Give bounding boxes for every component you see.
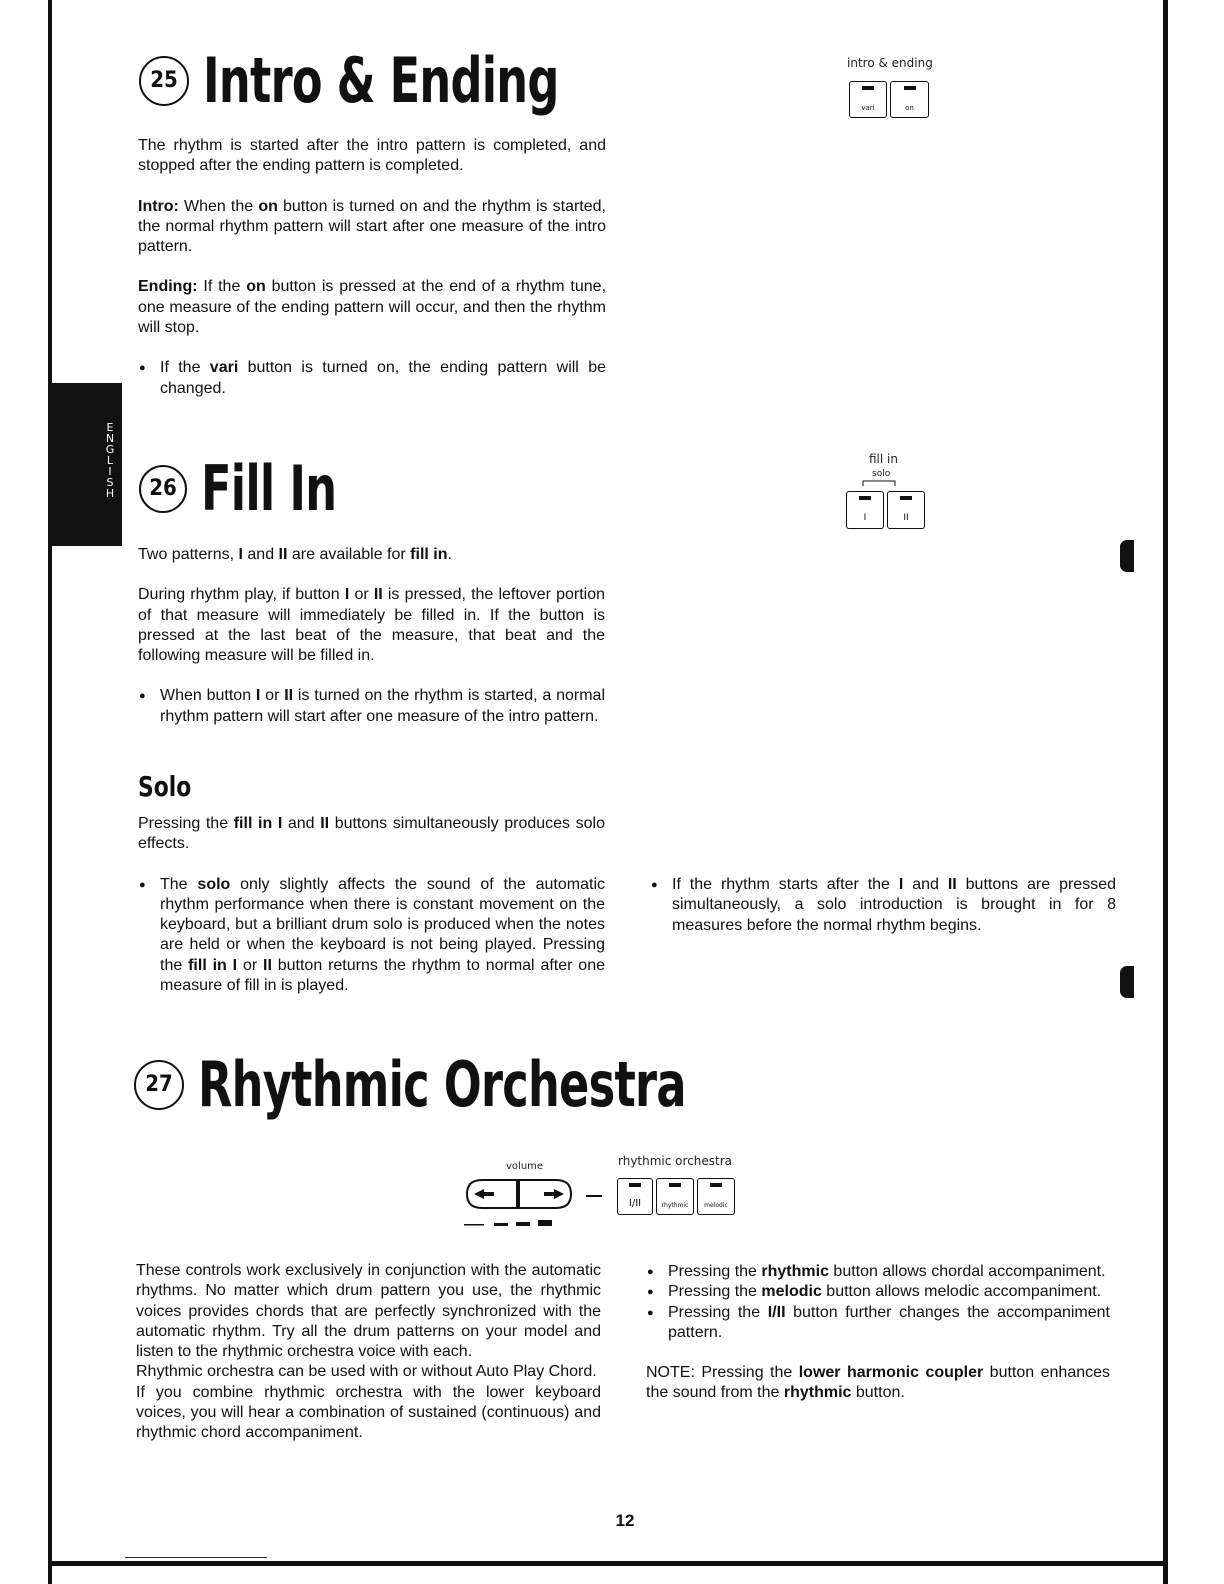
fill-in-II-button[interactable]: II xyxy=(887,491,925,529)
rhythmic-orchestra-label: rhythmic orchestra xyxy=(618,1154,733,1168)
paragraph: Two patterns, I and II are available for fill in. xyxy=(138,546,452,563)
volume-label: volume xyxy=(506,1161,544,1172)
volume-down-icon xyxy=(474,1189,484,1199)
connector-dash xyxy=(586,1195,602,1197)
section-title: Intro & Ending xyxy=(203,44,559,117)
page-notch xyxy=(1120,540,1134,572)
section-27-heading xyxy=(134,1048,875,1121)
bullet-item: ● When button I or II is turned on the rhythm is started, a normal rhythm pattern will start after one measure of the intro pattern. xyxy=(138,686,605,727)
volume-rocker[interactable] xyxy=(464,1178,574,1234)
paragraph: Rhythmic orchestra can be used with or without Auto Play Chord. xyxy=(136,1363,597,1381)
paragraph: Pressing the fill in I and II buttons simultaneously produces solo effects. xyxy=(138,815,605,853)
paragraph: These controls work exclusively in conjunction with the automatic rhythms. No matter which drum pattern you use, the rhythmic voices provides chords that are perfectly synchronized with the automatic rhythm. Try all the drum patterns on your model and listen to the rhythmic orchestra voice with each. xyxy=(136,1262,601,1361)
rhythmic-button[interactable]: rhythmic xyxy=(656,1178,694,1215)
bullet-item: ● Pressing the I/II button further changes the accompaniment pattern. xyxy=(646,1303,1110,1344)
page-notch xyxy=(1120,966,1134,998)
bullet-item: ● Pressing the melodic button allows melodic accompaniment. xyxy=(646,1282,1110,1302)
section-number-badge: 26 xyxy=(139,465,187,513)
bullet-item: ● If the rhythm starts after the I and II buttons are pressed simultaneously, a solo introduction is brought in for 8 measures before the normal rhythm begins. xyxy=(650,875,1116,936)
volume-up-icon xyxy=(554,1189,564,1199)
section-title: Fill In xyxy=(201,452,337,525)
on-button[interactable]: on xyxy=(890,81,929,118)
paragraph: If you combine rhythmic orchestra with the lower keyboard voices, you will hear a combination of sustained (continuous) and rhythmic chord accompaniment. xyxy=(136,1383,601,1442)
bullet-item: ● Pressing the rhythmic button allows chordal accompaniment. xyxy=(646,1262,1110,1282)
section-number-badge: 27 xyxy=(134,1060,184,1110)
solo-label: solo xyxy=(872,469,891,479)
intro-ending-label: intro & ending xyxy=(847,56,933,70)
paragraph: Ending: If the on button is pressed at the end of a rhythm tune, one measure of the ending pattern will occur, and then the rhythm will stop. xyxy=(138,278,607,337)
paragraph: The rhythm is started after the intro pattern is completed, and stopped after the ending pattern is completed. xyxy=(138,137,606,175)
section-25-heading xyxy=(139,44,697,117)
paragraph: During rhythm play, if button I or II is pressed, the leftover portion of that measure will immediately be filled in. If the button is pressed at the last beat of the measure, that beat and the following measure will be filled in. xyxy=(138,586,605,665)
vari-button[interactable]: vari xyxy=(849,81,887,118)
solo-subheading: Solo xyxy=(138,770,192,803)
page-number: 12 xyxy=(615,1511,635,1530)
section-26-body xyxy=(138,545,605,747)
section-27-body-left xyxy=(136,1261,601,1444)
bullet-item: ● The solo only slightly affects the sound of the automatic rhythm performance when there is constant movement on the keyboard, but a brilliant drum solo is produced when the notes are held or when the keyboard is not being played. Pressing the fill in I or II button returns the rhythm to normal after one measure of fill in is played. xyxy=(138,875,605,997)
solo-body xyxy=(138,814,605,1016)
section-27-body-right xyxy=(646,1262,1110,1404)
section-26-heading xyxy=(139,452,389,525)
bullet-item: ● If the vari button is turned on, the ending pattern will be changed. xyxy=(138,358,606,399)
fill-in-I-button[interactable]: I xyxy=(846,491,884,529)
footer-rule xyxy=(125,1557,267,1558)
note-paragraph: NOTE: Pressing the lower harmonic coupler button enhances the sound from the rhythmic button. xyxy=(646,1364,1111,1402)
page-border-left xyxy=(48,0,52,1584)
page-border-bottom xyxy=(48,1561,1168,1566)
section-number-badge: 25 xyxy=(139,56,189,106)
page-border-right xyxy=(1163,0,1168,1584)
paragraph: Intro: When the on button is turned on and the rhythm is started, the normal rhythm pattern will start after one measure of the intro pattern. xyxy=(138,197,606,256)
fill-in-label: fill in xyxy=(869,452,898,466)
section-title: Rhythmic Orchestra xyxy=(198,1048,686,1121)
I-II-button[interactable]: I/II xyxy=(617,1178,653,1215)
language-tab-label: E N G L I S H xyxy=(105,421,115,500)
section-25-body xyxy=(138,136,606,419)
solo-bracket xyxy=(862,479,896,487)
melodic-button[interactable]: melodic xyxy=(697,1178,735,1215)
solo-right-column xyxy=(650,875,1116,956)
